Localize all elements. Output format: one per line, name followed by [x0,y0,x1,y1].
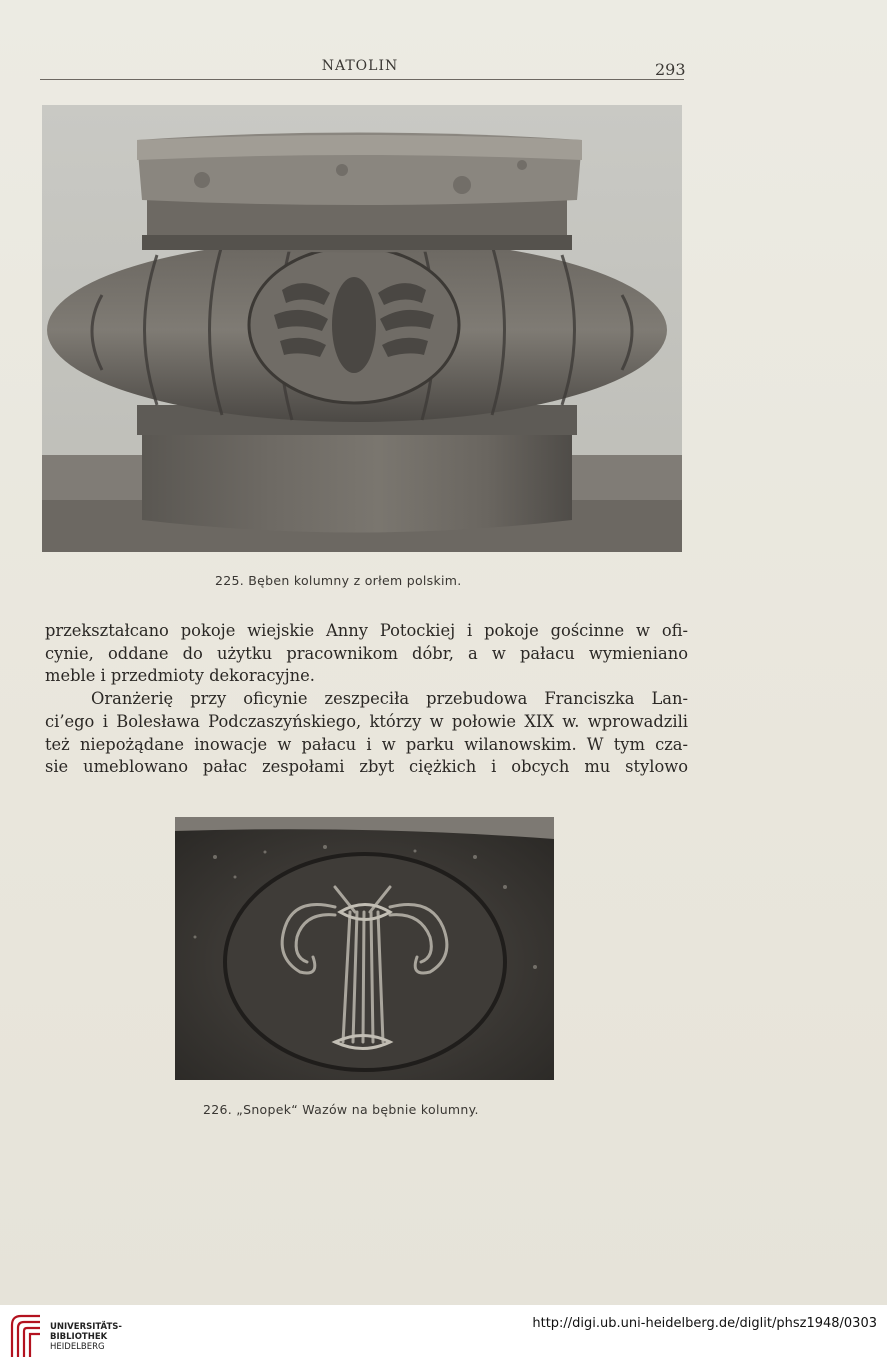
library-name[interactable] [50,1322,122,1352]
body-line: przekształcano pokoje wiejskie Anny Potockiej i pokoje gościnne w ofi- [45,621,688,640]
body-text [45,620,688,779]
source-url-link[interactable]: http://digi.ub.uni-heidelberg.de/diglit/phsz1948/0303 [532,1316,877,1331]
figure-225-photo [42,105,682,552]
footer-bar [0,1305,887,1368]
heidelberg-library-logo-icon[interactable] [9,1313,43,1359]
body-line: meble i przedmioty dekoracyjne. [45,666,315,686]
library-line-1: UNIVERSITÄTS- [50,1322,122,1332]
body-line: ci’ego i Bolesława Podczaszyńskiego, którzy w połowie XIX w. wprowadzili [45,711,688,731]
figure-226-caption: 226. „Snopek“ Wazów na bębnie kolumny. [203,1102,479,1117]
library-line-2: BIBLIOTHEK [50,1332,108,1342]
figure-226-photo [175,817,554,1080]
running-title: NATOLIN [321,58,399,74]
column-drum-image [42,105,682,552]
library-line-3: HEIDELBERG [50,1342,105,1352]
body-line: też niepożądane inowacje w pałacu i w parku wilanowskim. W tym cza- [45,734,688,754]
body-line: Oranżerię przy oficynie zeszpeciła przebudowa Franciszka Lan- [91,689,688,709]
figure-225-caption: 225. Bęben kolumny z orłem polskim. [215,573,462,588]
header-rule [40,79,684,80]
body-line: cynie, oddane do użytku pracownikom dóbr, a w pałacu wymieniano [45,643,688,663]
vasa-sheaf-image [175,817,554,1080]
page-number: 293 [655,60,686,79]
body-line: sie umeblowano pałac zespołami zbyt ciężkich i obcych mu stylowo [45,757,688,777]
